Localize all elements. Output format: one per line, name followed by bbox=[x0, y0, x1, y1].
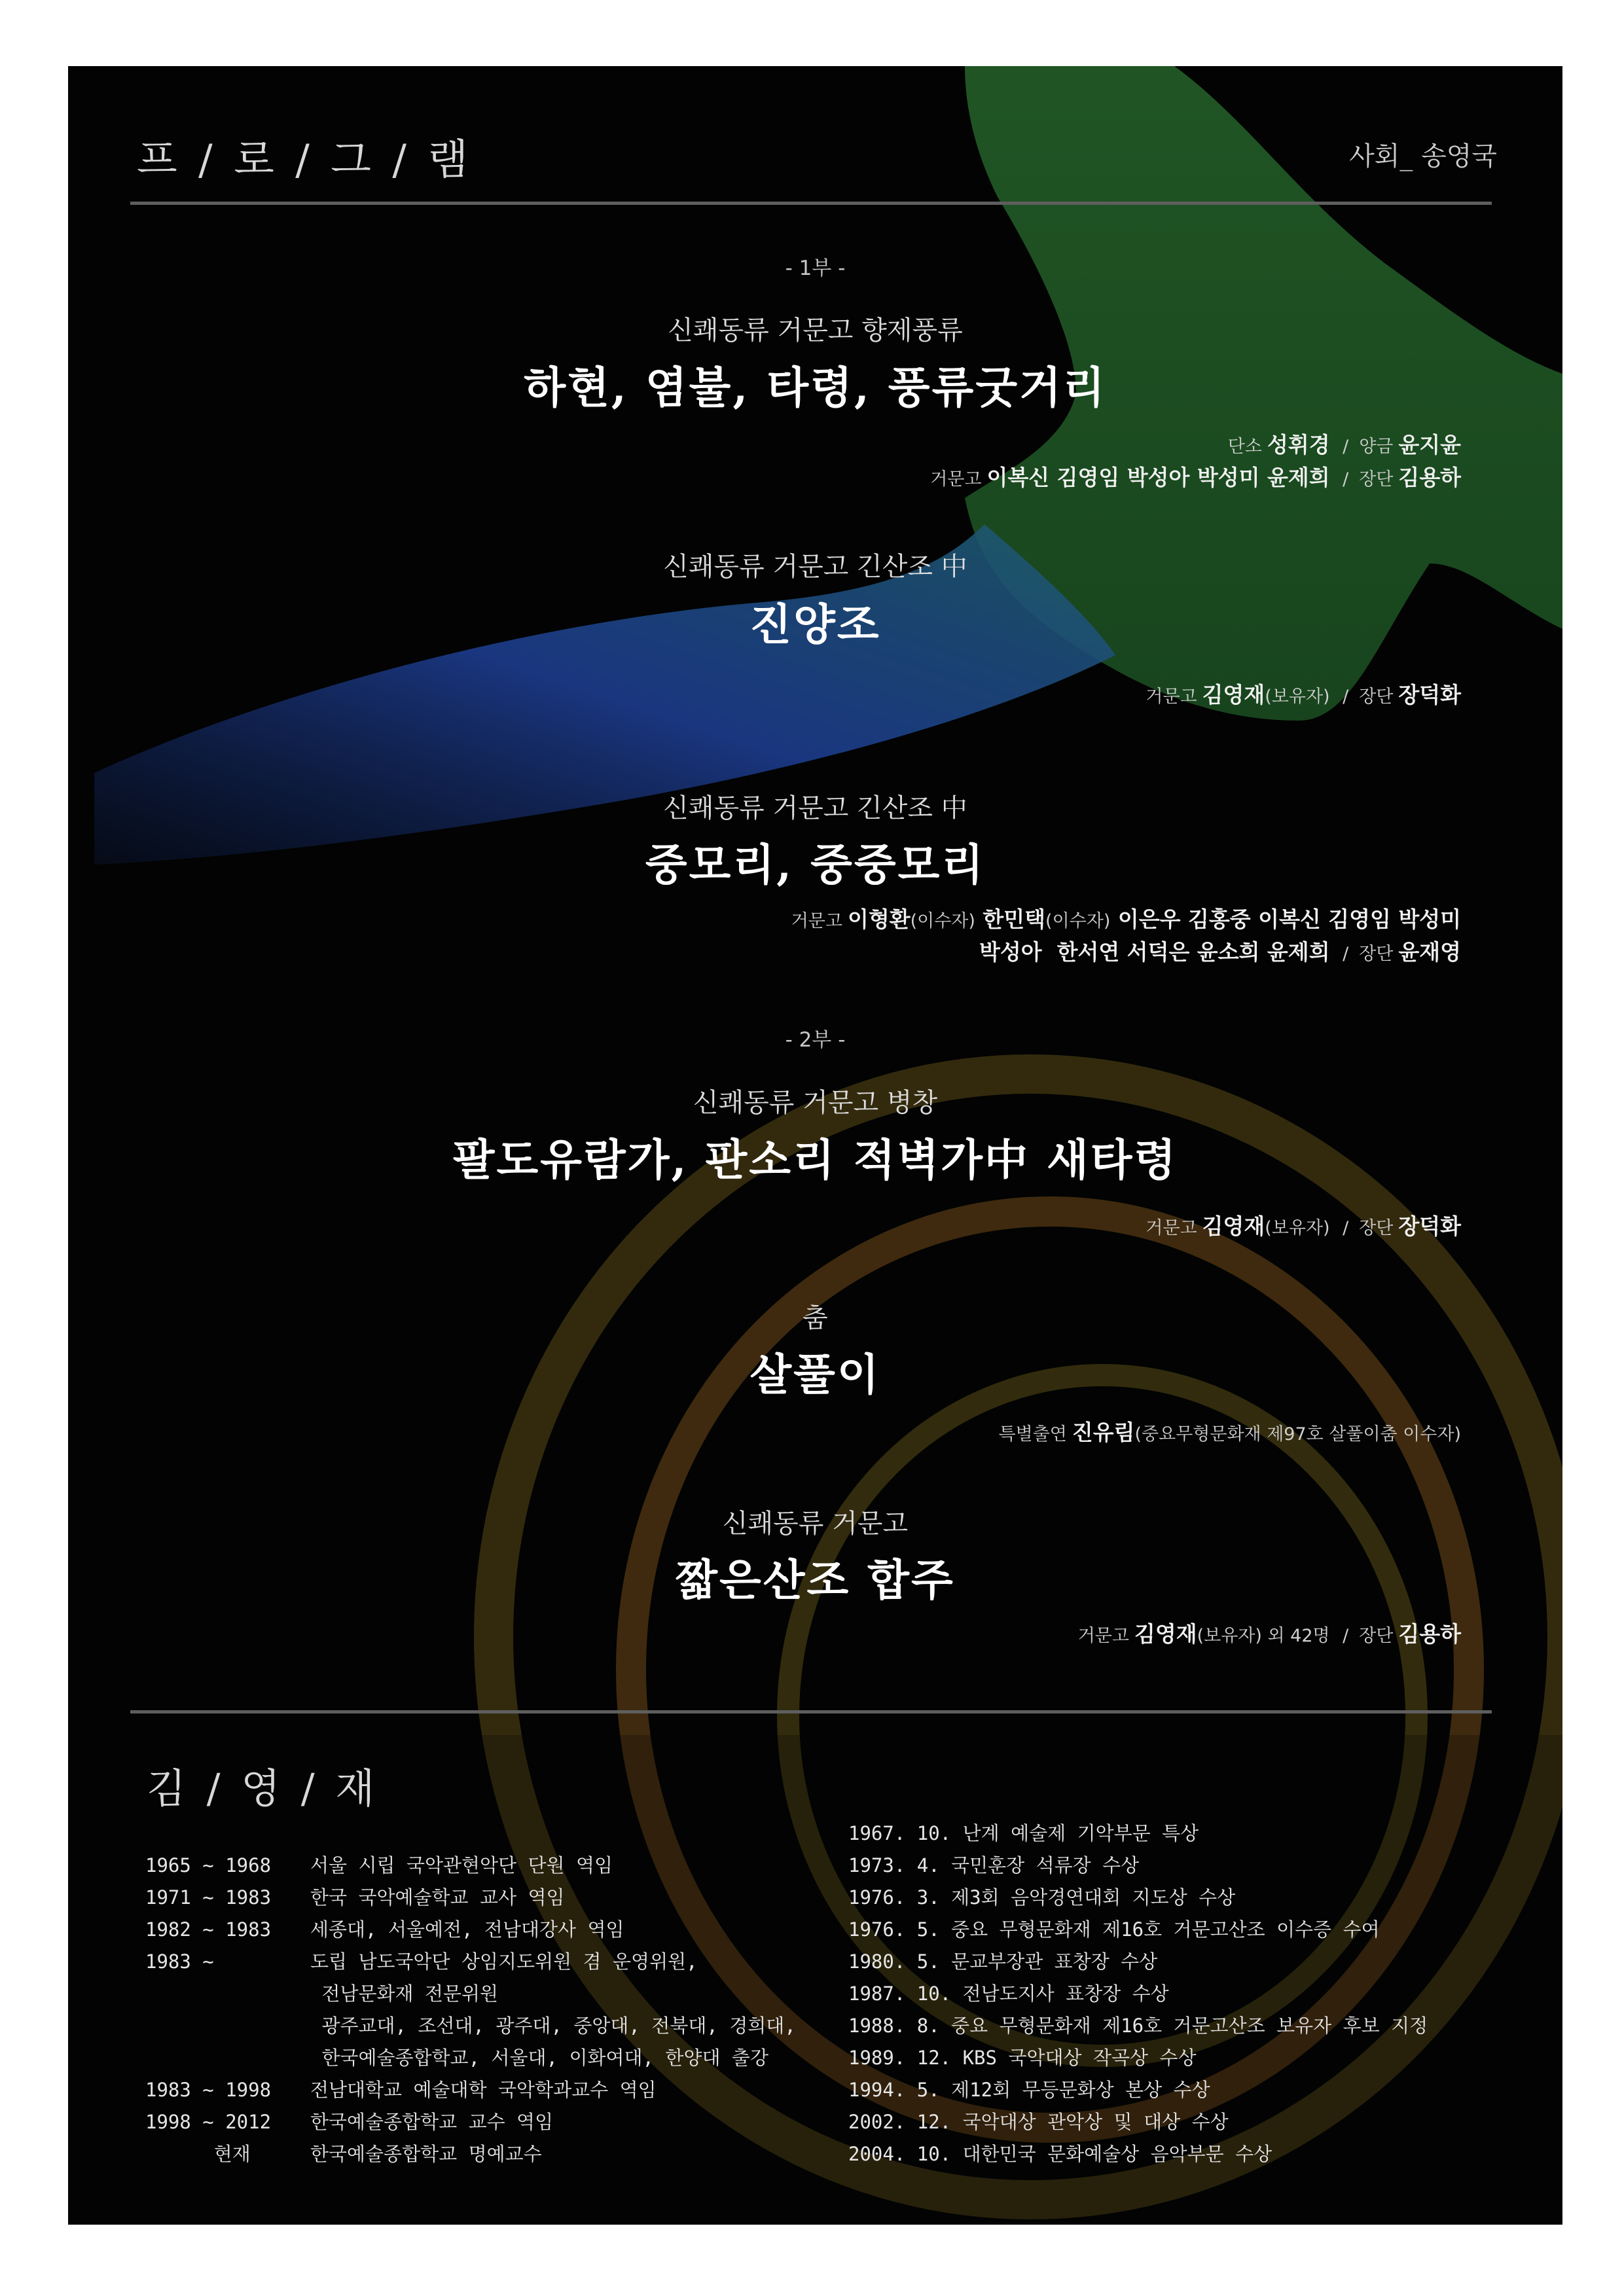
program-heading: 프 / 로 / 그 / 램 bbox=[137, 136, 473, 185]
history-row bbox=[145, 2138, 796, 2170]
history-row bbox=[145, 1850, 796, 1882]
performer: 윤재영 bbox=[1398, 939, 1461, 965]
piece-6-subtitle: 신쾌동류 거문고 bbox=[722, 1509, 909, 1539]
performer: 이복신 김영임 박성아 박성미 윤제희 bbox=[986, 465, 1330, 490]
performer: 김용하 bbox=[1398, 1621, 1461, 1647]
performer: 윤지윤 bbox=[1398, 432, 1461, 457]
piece-1-credits-1 bbox=[1223, 428, 1461, 459]
award-item: 1967. 10. 난계 예술제 기악부문 특상 bbox=[848, 1822, 1199, 1844]
role: 거문고 bbox=[1077, 1626, 1129, 1646]
history-text: 한국 국악예술학교 교사 역임 bbox=[310, 1886, 565, 1909]
history-row bbox=[145, 1914, 796, 1946]
piece-2-subtitle: 신쾌동류 거문고 긴산조 中 bbox=[663, 552, 967, 582]
history-row bbox=[145, 2042, 796, 2074]
piece-6-credits bbox=[1073, 1617, 1461, 1648]
bio-heading: 김 / 영 / 재 bbox=[147, 1765, 379, 1812]
role: 장단 bbox=[1359, 469, 1394, 490]
award-item: 2002. 12. 국악대상 관악상 및 대상 수상 bbox=[848, 2111, 1229, 2133]
separator: / bbox=[1343, 1626, 1349, 1646]
role: 거문고 bbox=[791, 911, 842, 931]
history-row bbox=[145, 1882, 796, 1914]
piece-2-title: 진양조 bbox=[749, 599, 881, 650]
role: 양금 bbox=[1359, 437, 1394, 457]
role: 장단 bbox=[1359, 1218, 1394, 1238]
performer: 한민택 bbox=[983, 906, 1046, 932]
award-item: 1994. 5. 제12회 무등문화상 본상 수상 bbox=[848, 2079, 1210, 2101]
performer: 박성아 한서연 서덕은 윤소희 윤제희 bbox=[979, 939, 1330, 965]
performer: 장덕화 bbox=[1398, 682, 1461, 708]
piece-2-credits bbox=[1140, 678, 1461, 709]
piece-5-title: 살풀이 bbox=[749, 1349, 881, 1400]
history-row bbox=[145, 2010, 796, 2042]
history-text: 한국예술종합학교 명예교수 bbox=[310, 2143, 542, 2165]
history-row bbox=[145, 2074, 796, 2106]
performer: 이형환 bbox=[847, 906, 911, 932]
part-2-label: - 2부 - bbox=[785, 1028, 846, 1052]
role: 특별출연 bbox=[998, 1424, 1067, 1444]
separator: / bbox=[1343, 944, 1349, 964]
separator: / bbox=[1343, 437, 1349, 457]
bio-divider bbox=[130, 1710, 1492, 1713]
history-text: 세종대, 서울예전, 전남대강사 역임 bbox=[310, 1918, 624, 1941]
history-years: 1983 ~ bbox=[145, 1950, 214, 1973]
history-years: 1998 ~ 2012 bbox=[145, 2111, 272, 2133]
history-years: 1982 ~ 1983 bbox=[145, 1918, 272, 1941]
history-text: 한국예술종합학교, 서울대, 이화여대, 한양대 출강 bbox=[310, 2047, 768, 2069]
performer-note: (이수자) bbox=[1045, 911, 1111, 931]
performer-note: (중요무형문화재 제97호 살풀이춤 이수자) bbox=[1134, 1424, 1461, 1444]
piece-4-subtitle: 신쾌동류 거문고 병창 bbox=[693, 1088, 938, 1118]
separator: / bbox=[1343, 1218, 1349, 1238]
history-text: 전남문화재 전문위원 bbox=[310, 1982, 499, 2005]
piece-3-title: 중모리, 중중모리 bbox=[645, 839, 986, 890]
bio-history-list bbox=[145, 1850, 796, 2170]
header-divider bbox=[130, 202, 1492, 205]
performer: 진유림 bbox=[1072, 1420, 1135, 1445]
bio-awards-list bbox=[848, 1818, 1428, 2170]
award-item: 1976. 3. 제3회 음악경연대회 지도상 수상 bbox=[848, 1886, 1236, 1909]
performer: 성휘경 bbox=[1267, 432, 1330, 457]
role: 거문고 bbox=[1146, 1218, 1197, 1238]
performer: 이은우 김홍중 이복신 김영임 박성미 bbox=[1117, 906, 1461, 932]
history-text: 도립 남도국악단 상임지도위원 겸 운영위원, bbox=[310, 1950, 698, 1973]
award-item: 1973. 4. 국민훈장 석류장 수상 bbox=[848, 1854, 1140, 1876]
performer-note: (보유자) bbox=[1265, 1218, 1330, 1238]
history-text: 서울 시립 국악관현악단 단원 역임 bbox=[310, 1854, 613, 1876]
piece-4-credits bbox=[1140, 1210, 1461, 1240]
piece-5-subtitle: 춤 bbox=[803, 1303, 828, 1333]
performer-note: (보유자) 외 42명 bbox=[1197, 1626, 1330, 1646]
separator: / bbox=[1343, 687, 1349, 707]
separator: / bbox=[1343, 469, 1349, 490]
history-years: 현재 bbox=[145, 2143, 251, 2165]
award-item: 2004. 10. 대한민국 문화예술상 음악부문 수상 bbox=[848, 2143, 1272, 2165]
program-panel bbox=[68, 66, 1562, 2225]
piece-6-title: 짧은산조 합주 bbox=[676, 1554, 955, 1605]
role: 거문고 bbox=[1146, 687, 1197, 707]
role: 장단 bbox=[1359, 687, 1394, 707]
piece-3-credits-1 bbox=[786, 903, 1461, 933]
piece-5-credits bbox=[994, 1416, 1461, 1446]
piece-1-title: 하현, 염불, 타령, 풍류굿거리 bbox=[524, 362, 1107, 413]
piece-3-subtitle: 신쾌동류 거문고 긴산조 中 bbox=[663, 793, 967, 823]
history-text: 광주교대, 조선대, 광주대, 중앙대, 전북대, 경희대, bbox=[310, 2015, 796, 2037]
award-item: 1976. 5. 중요 무형문화재 제16호 거문고산조 이수증 수여 bbox=[848, 1918, 1380, 1941]
award-item: 1980. 5. 문교부장관 표창장 수상 bbox=[848, 1950, 1158, 1973]
performer: 장덕화 bbox=[1398, 1213, 1461, 1239]
history-years: 1965 ~ 1968 bbox=[145, 1854, 272, 1876]
host-label: 사회_ 송영국 bbox=[1349, 141, 1497, 171]
performer: 김영재 bbox=[1134, 1621, 1197, 1647]
history-text: 한국예술종합학교 교수 역임 bbox=[310, 2111, 554, 2133]
performer: 김용하 bbox=[1398, 465, 1461, 490]
piece-3-credits-2 bbox=[979, 935, 1461, 966]
history-row bbox=[145, 2106, 796, 2138]
performer-note: (이수자) bbox=[910, 911, 975, 931]
history-row bbox=[145, 1946, 796, 1978]
award-item: 1989. 12. KBS 국악대상 작곡상 수상 bbox=[848, 2047, 1197, 2069]
piece-1-subtitle: 신쾌동류 거문고 향제풍류 bbox=[668, 315, 963, 346]
performer-note: (보유자) bbox=[1265, 687, 1330, 707]
history-years: 1983 ~ 1998 bbox=[145, 2079, 272, 2101]
role: 장단 bbox=[1359, 1626, 1394, 1646]
role: 장단 bbox=[1359, 944, 1394, 964]
history-text: 전남대학교 예술대학 국악학과교수 역임 bbox=[310, 2079, 657, 2101]
role: 거문고 bbox=[930, 469, 982, 490]
role: 단소 bbox=[1227, 437, 1262, 457]
piece-1-credits-2 bbox=[925, 461, 1461, 492]
award-item: 1988. 8. 중요 무형문화재 제16호 거문고산조 보유자 후보 지정 bbox=[848, 2015, 1428, 2037]
history-row bbox=[145, 1978, 796, 2010]
award-item: 1987. 10. 전남도지사 표창장 수상 bbox=[848, 1982, 1169, 2005]
piece-4-title: 팔도유람가, 판소리 적벽가中 새타령 bbox=[452, 1134, 1178, 1185]
history-years: 1971 ~ 1983 bbox=[145, 1886, 272, 1909]
performer: 김영재 bbox=[1202, 1213, 1265, 1239]
performer: 김영재 bbox=[1202, 682, 1265, 708]
part-1-label: - 1부 - bbox=[785, 257, 846, 280]
